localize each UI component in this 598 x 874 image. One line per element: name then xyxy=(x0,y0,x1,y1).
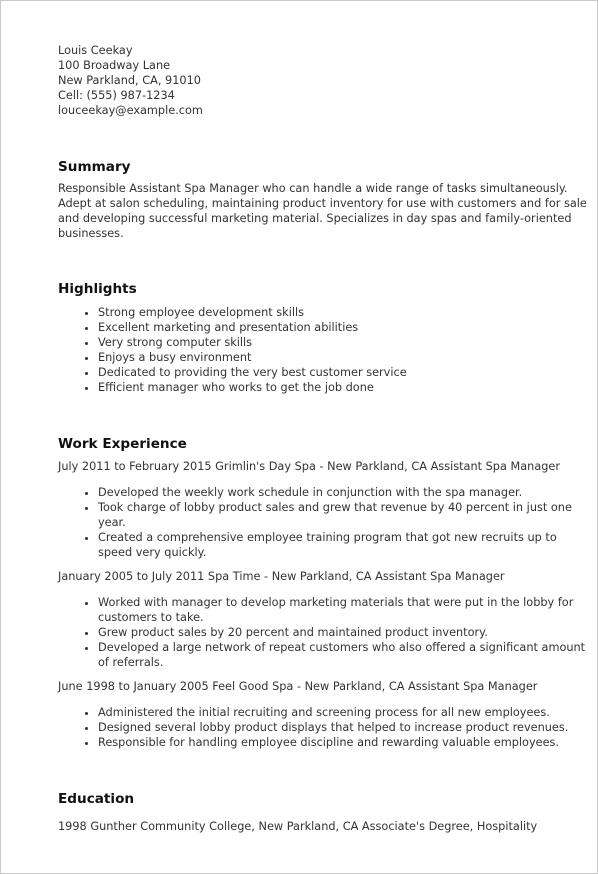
job-bullet-list xyxy=(58,485,593,560)
contact-name: Louis Ceekay xyxy=(58,44,133,57)
contact-email: louceekay@example.com xyxy=(58,104,203,117)
job-bullet-list xyxy=(58,595,593,670)
job-header: July 2011 to February 2015 Grimlin's Day Spa - New Parkland, CA Assistant Spa Manager xyxy=(58,460,561,473)
job-header: January 2005 to July 2011 Spa Time - New Parkland, CA Assistant Spa Manager xyxy=(58,570,505,583)
summary-heading: Summary xyxy=(58,159,131,175)
education-entry: 1998 Gunther Community College, New Parkland, CA Associate's Degree, Hospitality xyxy=(58,820,538,833)
job-bullet: • Worked with manager to develop marketing materials that were put in the lobby for customers to take. xyxy=(98,595,593,625)
job-bullet: • Developed the weekly work schedule in conjunction with the spa manager. xyxy=(98,485,593,500)
job-bullet: • Administered the initial recruiting and screening process for all new employees. xyxy=(98,705,593,720)
highlights-heading: Highlights xyxy=(58,281,137,297)
job-bullet: • Grew product sales by 20 percent and maintained product inventory. xyxy=(98,625,593,640)
job-bullet: • Took charge of lobby product sales and grew that revenue by 40 percent in just one year. xyxy=(98,500,593,530)
job-bullet-list xyxy=(58,705,593,750)
highlight-item: • Very strong computer skills xyxy=(98,335,593,350)
contact-city: New Parkland, CA, 91010 xyxy=(58,74,201,87)
education-heading: Education xyxy=(58,791,135,807)
highlight-item: • Efficient manager who works to get the job done xyxy=(98,380,593,395)
job-bullet: • Designed several lobby product displays that helped to increase product revenues. xyxy=(98,720,593,735)
summary-text: Responsible Assistant Spa Manager who can handle a wide range of tasks simultaneously. Adept at salon scheduling, maintaining product inventory for use with customers and for sale and developing successful marketing material. Specializes in day spas and family-oriented businesses. xyxy=(58,182,587,240)
highlight-item: • Strong employee development skills xyxy=(98,305,593,320)
contact-block xyxy=(58,43,593,118)
highlights-list xyxy=(58,305,593,395)
resume-content xyxy=(58,43,593,834)
work-experience-heading: Work Experience xyxy=(58,436,187,452)
job-entry xyxy=(58,459,593,560)
highlight-item: • Excellent marketing and presentation abilities xyxy=(98,320,593,335)
job-bullet: • Developed a large network of repeat customers who also offered a significant amount of referrals. xyxy=(98,640,593,670)
highlight-item: • Enjoys a busy environment xyxy=(98,350,593,365)
job-entry xyxy=(58,569,593,670)
highlight-item: • Dedicated to providing the very best customer service xyxy=(98,365,593,380)
job-bullet: • Created a comprehensive employee training program that got new recruits up to speed very quickly. xyxy=(98,530,593,560)
job-bullet: • Responsible for handling employee discipline and rewarding valuable employees. xyxy=(98,735,593,750)
job-header: June 1998 to January 2005 Feel Good Spa - New Parkland, CA Assistant Spa Manager xyxy=(58,680,538,693)
job-entry xyxy=(58,679,593,750)
contact-street: 100 Broadway Lane xyxy=(58,59,171,72)
contact-phone: Cell: (555) 987-1234 xyxy=(58,89,175,102)
